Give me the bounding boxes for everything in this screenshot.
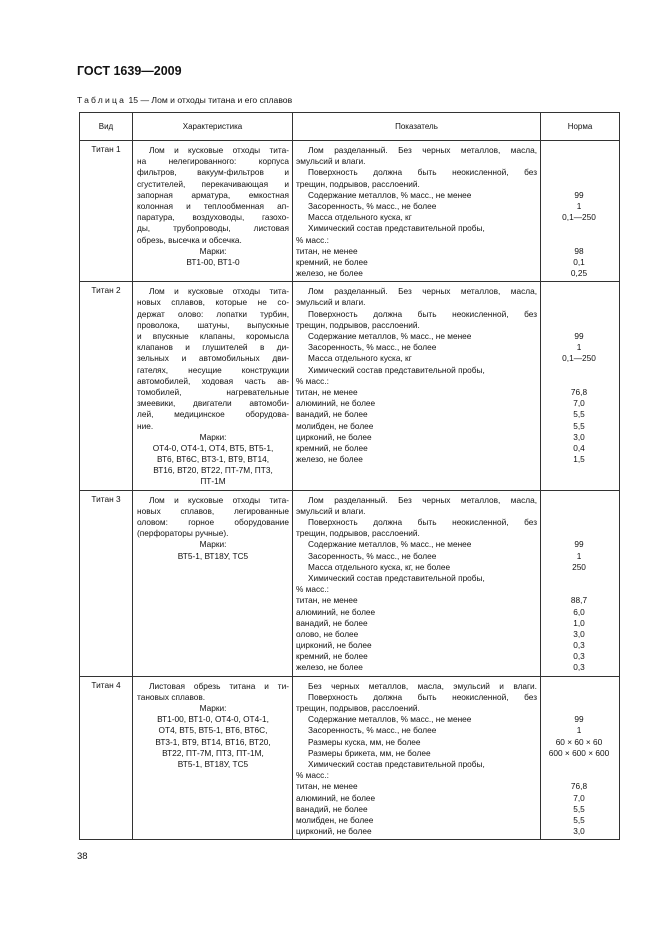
indicator-line: Содержание металлов, % масс., не менее xyxy=(308,189,472,200)
norm-value: 1,0 xyxy=(573,617,585,628)
indicator-line: железо, не более xyxy=(296,454,363,465)
table-row xyxy=(80,676,620,840)
scrap-table xyxy=(79,112,620,840)
norm-value: 6,0 xyxy=(573,606,585,617)
norm-value xyxy=(543,770,615,781)
characteristic-line: паратура, воздуховоды, газохо- xyxy=(137,212,289,223)
indicator-line: Засоренность, % масс., не более xyxy=(308,200,437,211)
indicator-line: Поверхность должна быть неокисленной, без xyxy=(308,167,537,178)
table-row xyxy=(80,141,620,282)
characteristic-line: сгустителей, перекачивающая и xyxy=(137,178,289,189)
indicator-line: цирконий, не более xyxy=(296,826,372,837)
characteristic-line: и впускные клапаны, коромысла xyxy=(137,331,289,341)
norm-value: 99 xyxy=(574,539,584,550)
characteristic-line: лей, медицинское оборудова- xyxy=(137,409,289,420)
norm-value: 0,3 xyxy=(573,640,585,651)
indicator xyxy=(293,490,541,676)
norm-value xyxy=(543,584,615,595)
norm-value: 60 × 60 × 60 xyxy=(555,736,603,747)
indicator-line: Без черных металлов, масла, эмульсий и влаги. xyxy=(308,680,537,691)
characteristic-line: ВТ6, ВТ6С, ВТ3-1, ВТ9, ВТ14, xyxy=(156,454,270,465)
table-row xyxy=(80,282,620,490)
indicator-line: алюминий, не более xyxy=(296,606,376,617)
header-characteristic: Характеристика xyxy=(133,113,293,141)
indicator-line: Размеры куска, мм, не более xyxy=(308,736,421,747)
norm-value: 76,8 xyxy=(570,386,588,397)
characteristic-line: Марки: xyxy=(199,703,227,713)
table-header-row xyxy=(80,113,620,141)
characteristic-line: ОТ4, ВТ5, ВТ5-1, ВТ6, ВТ6С, xyxy=(158,725,268,736)
indicator-line: цирконий, не более xyxy=(296,431,372,442)
indicator-line: Масса отдельного куска, кг, не более xyxy=(308,561,451,572)
norm-value xyxy=(543,145,615,156)
norm-value xyxy=(543,506,615,517)
indicator-line: ванадий, не более xyxy=(296,803,368,814)
indicator-line: кремний, не более xyxy=(296,256,368,267)
norm-value: 0,1 xyxy=(573,256,585,267)
indicator-line: молибден, не более xyxy=(296,814,374,825)
indicator-line: цирконий, не более xyxy=(296,640,372,651)
indicator-line: ванадий, не более xyxy=(296,409,368,420)
norm xyxy=(541,141,620,282)
indicator xyxy=(293,676,541,840)
characteristic-line: оловом: горное оборудование xyxy=(137,517,289,527)
indicator-line: Содержание металлов, % масс., не менее xyxy=(308,714,472,725)
indicator-line: трещин, подрывов, расслоений. xyxy=(296,703,420,713)
norm-value xyxy=(543,156,615,167)
norm-value: 5,5 xyxy=(573,803,585,814)
indicator-line: Содержание металлов, % масс., не менее xyxy=(308,331,472,341)
norm-value xyxy=(543,681,615,692)
norm-value: 5,5 xyxy=(573,420,585,431)
characteristic-line: ВТ3-1, ВТ9, ВТ14, ВТ16, ВТ20, xyxy=(155,736,271,747)
norm-value: 250 xyxy=(572,561,586,572)
indicator-line: Засоренность, % масс., не более xyxy=(308,725,437,736)
indicator-line: Химический состав представительной пробы, xyxy=(308,758,485,769)
norm-value: 0,25 xyxy=(570,268,588,279)
header-indicator: Показатель xyxy=(293,113,541,141)
indicator-line: ванадий, не более xyxy=(296,617,368,628)
characteristic-line: Марки: xyxy=(199,431,227,442)
table-caption-label: Таблица xyxy=(77,95,127,105)
scrap-kind: Титан 3 xyxy=(80,490,133,676)
indicator-line: эмульсий и влаги. xyxy=(296,505,366,516)
norm xyxy=(541,282,620,490)
characteristic-line: ВТ1-00, ВТ1-0, ОТ4-0, ОТ4-1, xyxy=(157,714,269,725)
document-title: ГОСТ 1639—2009 xyxy=(77,64,182,78)
indicator-line: Поверхность должна быть неокисленной, без xyxy=(308,517,537,527)
norm-value: 3,0 xyxy=(573,826,585,837)
characteristic-line: ВТ5-1, ВТ18У, ТС5 xyxy=(177,550,249,561)
indicator-line: Размеры брикета, мм, не более xyxy=(308,747,431,758)
indicator-line: Химический состав представительной пробы, xyxy=(308,364,485,375)
norm-value xyxy=(543,365,615,376)
indicator-line: % масс.: xyxy=(296,375,329,386)
characteristic xyxy=(133,141,293,282)
indicator-line: Поверхность должна быть неокисленной, без xyxy=(308,691,537,702)
indicator-line: Поверхность должна быть неокисленной, без xyxy=(308,308,537,319)
characteristic-line: новых сплавов, легированные xyxy=(137,505,289,516)
header-kind: Вид xyxy=(80,113,133,141)
indicator-line: титан, не менее xyxy=(296,595,358,606)
norm-value xyxy=(543,179,615,190)
scrap-kind: Титан 4 xyxy=(80,676,133,840)
characteristic-line: колонная и теплообменная ап- xyxy=(137,200,289,211)
indicator-line: кремний, не более xyxy=(296,442,368,453)
indicator-line: титан, не менее xyxy=(296,386,358,397)
indicator-line: Содержание металлов, % масс., не менее xyxy=(308,539,472,550)
norm xyxy=(541,676,620,840)
norm-value: 76,8 xyxy=(570,781,588,792)
norm-value: 7,0 xyxy=(573,792,585,803)
indicator xyxy=(293,282,541,490)
characteristic-line: ВТ5-1, ВТ18У, ТС5 xyxy=(177,758,249,769)
table-caption-text: 15 — Лом и отходы титана и его сплавов xyxy=(128,95,293,105)
indicator-line: титан, не менее xyxy=(296,245,358,256)
norm-value: 99 xyxy=(574,331,584,341)
characteristic-line: ОТ4-0, ОТ4-1, ОТ4, ВТ5, ВТ5-1, xyxy=(152,442,274,453)
characteristic-line: ние. xyxy=(137,420,154,431)
norm-value xyxy=(543,692,615,703)
characteristic xyxy=(133,282,293,490)
characteristic-line: Лом и кусковые отходы тита- xyxy=(149,494,289,505)
characteristic-line: Марки: xyxy=(199,245,227,256)
characteristic-line: (перфораторы ручные). xyxy=(137,528,229,539)
indicator-line: Химический состав представительной пробы, xyxy=(308,572,485,583)
characteristic-line: Листовая обрезь титана и ти- xyxy=(149,680,289,691)
characteristic-line: зельных и автомобильных дви- xyxy=(137,353,289,364)
indicator-line: Засоренность, % масс., не более xyxy=(308,550,437,561)
characteristic xyxy=(133,676,293,840)
norm-value: 7,0 xyxy=(573,398,585,409)
norm-value: 0,3 xyxy=(573,651,585,662)
scrap-kind: Титан 2 xyxy=(80,282,133,490)
norm-value: 0,1—250 xyxy=(562,212,596,223)
norm-value: 99 xyxy=(574,189,584,200)
indicator-line: титан, не менее xyxy=(296,781,358,792)
characteristic-line: тановых сплавов. xyxy=(137,691,206,702)
norm-value xyxy=(543,309,615,320)
norm-value xyxy=(543,517,615,528)
page-number: 38 xyxy=(77,851,88,862)
norm-value xyxy=(543,235,615,246)
norm-value xyxy=(543,167,615,178)
norm-value: 1,5 xyxy=(573,454,585,465)
indicator-line: Лом разделанный. Без черных металлов, масла, xyxy=(308,145,537,155)
norm-value: 0,1—250 xyxy=(562,353,596,364)
characteristic-line: Лом и кусковые отходы тита- xyxy=(149,286,289,297)
norm-value xyxy=(543,703,615,714)
characteristic-line: держат олово: лопатки турбин, xyxy=(137,308,289,319)
norm-value xyxy=(543,495,615,506)
indicator-line: трещин, подрывов, расслоений. xyxy=(296,178,420,189)
indicator-line: Лом разделанный. Без черных металлов, масла, xyxy=(308,286,537,297)
indicator-line: трещин, подрывов, расслоений. xyxy=(296,528,420,539)
indicator-line: алюминий, не более xyxy=(296,398,376,409)
norm-value: 1 xyxy=(576,725,582,736)
norm-value: 1 xyxy=(576,550,582,561)
characteristic-line: ПТ-1М xyxy=(200,476,226,487)
norm-value: 5,5 xyxy=(573,814,585,825)
indicator-line: Засоренность, % масс., не более xyxy=(308,342,437,353)
table-caption xyxy=(77,95,292,105)
norm-value: 600 × 600 × 600 xyxy=(548,747,610,758)
indicator-line: трещин, подрывов, расслоений. xyxy=(296,319,420,330)
norm-value: 0,3 xyxy=(573,662,585,673)
characteristic xyxy=(133,490,293,676)
norm-value: 0,4 xyxy=(573,442,585,453)
characteristic-line: ды, трубопроводы, листовая xyxy=(137,223,289,234)
norm-value: 98 xyxy=(574,245,584,256)
characteristic-line: ВТ22, ПТ-7М, ПТ3, ПТ-1М, xyxy=(162,747,264,758)
norm-value xyxy=(543,297,615,308)
characteristic-line: томобилей, нагревательные xyxy=(137,386,289,397)
characteristic-line: ВТ1-00, ВТ1-0 xyxy=(186,256,240,267)
indicator-line: эмульсий и влаги. xyxy=(296,297,366,308)
norm-value xyxy=(543,376,615,387)
characteristic-line: запорная арматура, емкостная xyxy=(137,189,289,200)
indicator xyxy=(293,141,541,282)
characteristic-line: проволока, шатуны, выпускные xyxy=(137,319,289,330)
norm-value: 3,0 xyxy=(573,431,585,442)
indicator-line: Лом разделанный. Без черных металлов, масла, xyxy=(308,494,537,505)
norm-value xyxy=(543,223,615,234)
characteristic-line: ВТ16, ВТ20, ВТ22, ПТ-7М, ПТ3, xyxy=(153,465,273,476)
norm-value: 1 xyxy=(576,200,582,211)
norm-value xyxy=(543,573,615,584)
norm-value xyxy=(543,528,615,539)
characteristic-line: гателях, несущие конструкции xyxy=(137,364,289,375)
indicator-line: % масс.: xyxy=(296,770,329,781)
characteristic-line: на нелегированного: корпуса xyxy=(137,156,289,167)
scrap-kind: Титан 1 xyxy=(80,141,133,282)
indicator-line: кремний, не более xyxy=(296,651,368,662)
characteristic-line: фильтров, вакуум-фильтров и xyxy=(137,167,289,178)
norm-value: 3,0 xyxy=(573,628,585,639)
characteristic-line: Марки: xyxy=(199,539,227,550)
table-row xyxy=(80,490,620,676)
characteristic-line: автомобилей, ходовая часть ав- xyxy=(137,375,289,386)
indicator-line: эмульсий и влаги. xyxy=(296,156,366,167)
norm-value: 99 xyxy=(574,714,584,725)
characteristic-line: Лом и кусковые отходы тита- xyxy=(149,145,289,155)
norm xyxy=(541,490,620,676)
characteristic-line: змеевики, двигатели автомоби- xyxy=(137,398,289,409)
norm-value xyxy=(543,759,615,770)
norm-value xyxy=(543,320,615,331)
indicator-line: Химический состав представительной пробы, xyxy=(308,223,485,234)
norm-value: 5,5 xyxy=(573,409,585,420)
indicator-line: олово, не более xyxy=(296,628,359,639)
indicator-line: Масса отдельного куска, кг xyxy=(308,212,412,223)
characteristic-line: обрезь, высечка и обсечка. xyxy=(137,234,242,245)
indicator-line: алюминий, не более xyxy=(296,792,376,803)
characteristic-line: клапанов и глушителей в ди- xyxy=(137,342,289,353)
norm-value: 1 xyxy=(576,342,582,353)
indicator-line: % масс.: xyxy=(296,234,329,245)
characteristic-line: новых сплавов, которые не со- xyxy=(137,297,289,308)
norm-value xyxy=(543,286,615,297)
indicator-line: железо, не более xyxy=(296,662,363,673)
indicator-line: молибден, не более xyxy=(296,420,374,431)
indicator-line: Масса отдельного куска, кг xyxy=(308,353,412,364)
header-norm: Норма xyxy=(541,113,620,141)
indicator-line: железо, не более xyxy=(296,268,363,279)
norm-value: 88,7 xyxy=(570,595,588,606)
indicator-line: % масс.: xyxy=(296,584,329,595)
